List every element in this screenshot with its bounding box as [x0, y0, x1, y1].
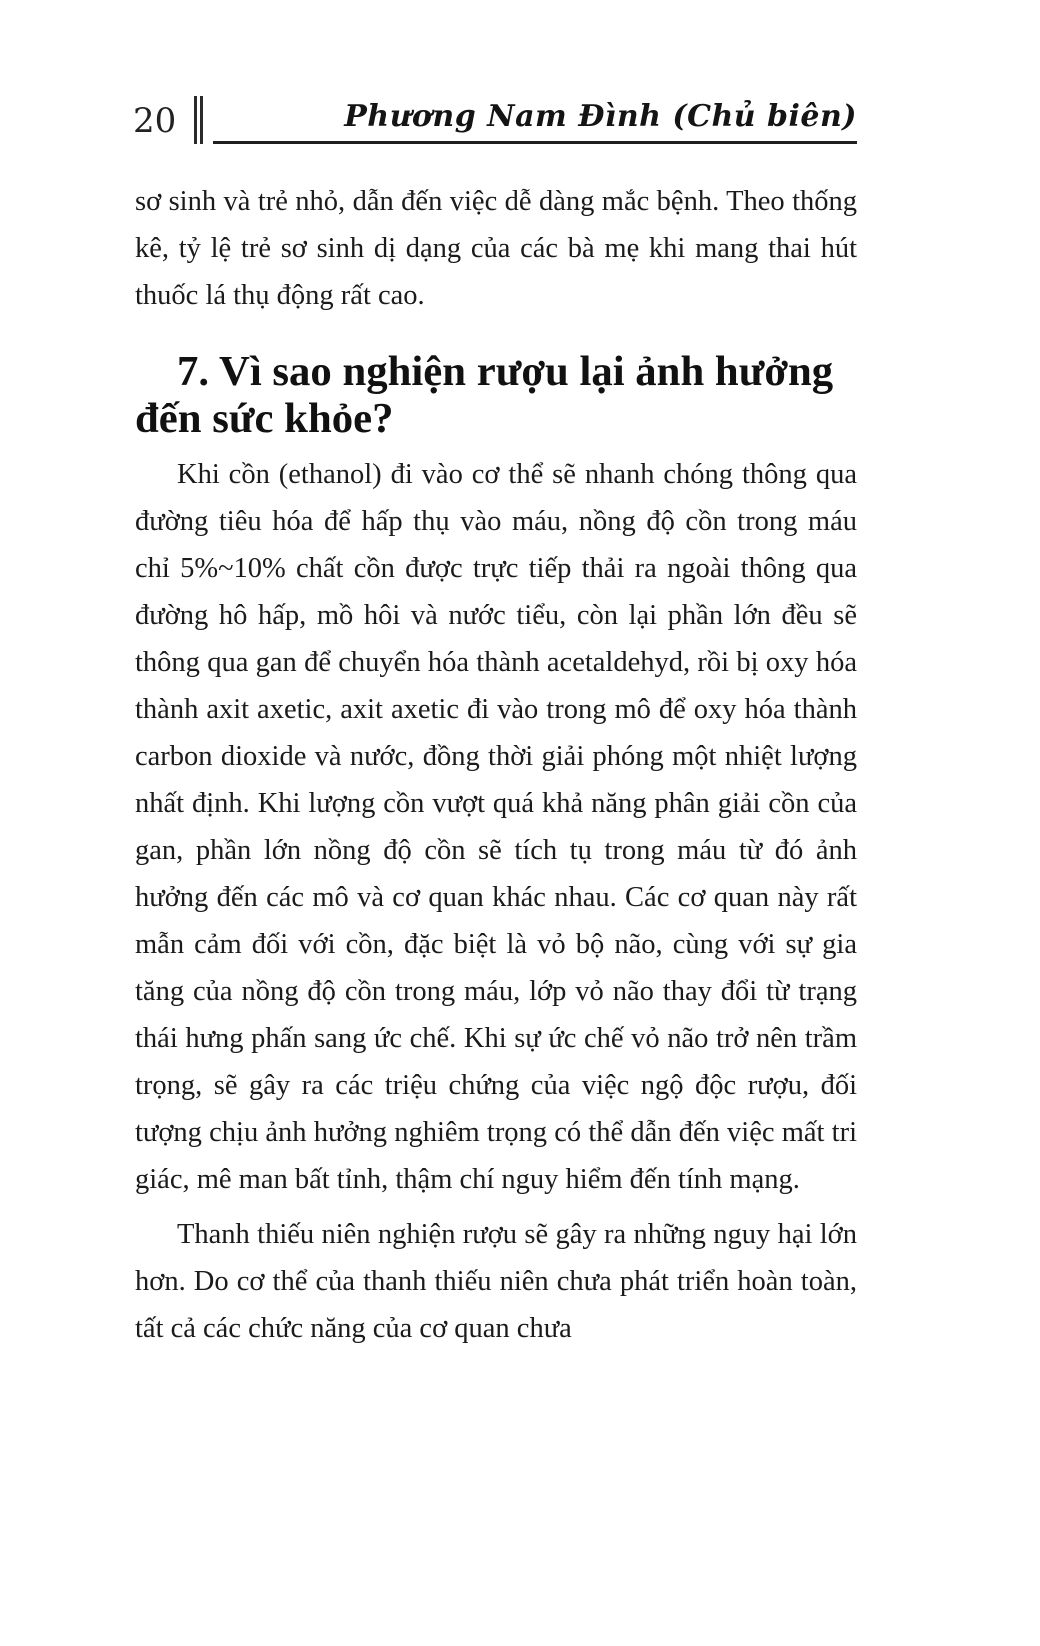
- running-header: [133, 96, 857, 144]
- header-divider-icon: [194, 96, 203, 144]
- paragraph-main: Khi cồn (ethanol) đi vào cơ thể sẽ nhanh chóng thông qua đường tiêu hóa để hấp thụ vào máu, nồng độ cồn trong máu chỉ 5%~10% chất cồn được trực tiếp thải ra ngoài thông qua đường hô hấp, mồ hôi và nước tiểu, còn lại phần lớn đều sẽ thông qua gan để chuyển hóa thành acetaldehyd, rồi bị oxy hóa thành axit axetic, axit axetic đi vào trong mô để oxy hóa thành carbon dioxide và nước, đồng thời giải phóng một nhiệt lượng nhất định. Khi lượng cồn vượt quá khả năng phân giải cồn của gan, phần lớn nồng độ cồn sẽ tích tụ trong máu từ đó ảnh hưởng đến các mô và cơ quan khác nhau. Các cơ quan này rất mẫn cảm đối với cồn, đặc biệt là vỏ bộ não, cùng với sự gia tăng của nồng độ cồn trong máu, lớp vỏ não thay đổi từ trạng thái hưng phấn sang ức chế. Khi sự ức chế vỏ não trở nên trầm trọng, sẽ gây ra các triệu chứng của việc ngộ độc rượu, đối tượng chịu ảnh hưởng nghiêm trọng có thể dẫn đến việc mất tri giác, mê man bất tỉnh, thậm chí nguy hiểm đến tính mạng.: [135, 459, 857, 1195]
- header-rule: [213, 141, 857, 144]
- header-title-block: [213, 100, 857, 144]
- page-number: 20: [133, 101, 177, 141]
- paragraph-intro: sơ sinh và trẻ nhỏ, dẫn đến việc dễ dàng mắc bệnh. Theo thống kê, tỷ lệ trẻ sơ sinh dị dạng của các bà mẹ khi mang thai hút thuốc lá thụ động rất cao.: [135, 186, 857, 311]
- page-body: [135, 178, 857, 1352]
- header-title: Phương Nam Đình (Chủ biên): [344, 99, 857, 134]
- section-heading: 7. Vì sao nghiện rượu lại ảnh hưởng đến sức khỏe?: [135, 348, 834, 442]
- paragraph-teens: Thanh thiếu niên nghiện rượu sẽ gây ra những nguy hại lớn hơn. Do cơ thể của thanh thiếu niên chưa phát triển hoàn toàn, tất cả các chức năng của cơ quan chưa: [135, 1219, 857, 1344]
